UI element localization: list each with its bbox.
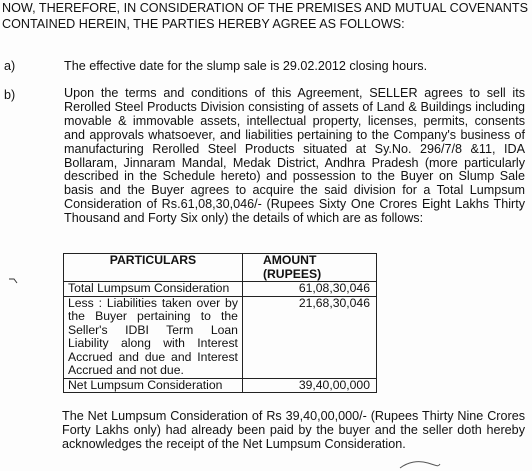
- column-header-particulars: PARTICULARS: [64, 254, 243, 282]
- clause-text: The effective date for the slump sale is 29.02.2012 closing hours.: [64, 59, 428, 73]
- table-header-row: [64, 254, 377, 282]
- clause-text: Upon the terms and conditions of this Agreement, SELLER agrees to sell its Rerolled Steel Products Division consisting of assets of Land & Buildings including movable & immovable assets, intellectual property, licenses, permits, consents and approvals whatsoever, and liabilities pertaining to the Company's business of manufacturing Rerolled Steel Products situated at Sy.No. 296/7/8 &11, IDA Bollaram, Jinnaram Mandal, Medak District, Andhra Pradesh (more particularly described in the Schedule hereto) and possession to the Buyer on Slump Sale basis and the Buyer agrees to acquire the said division for a Total Lumpsum Consideration of Rs.61,08,30,046/- (Rupees Sixty One Crores Eight Lakhs Thirty Thousand and Forty Six only) the details of which are as follows:: [64, 86, 525, 226]
- column-header-amount: AMOUNT (RUPEES): [242, 254, 376, 282]
- consideration-table: [63, 253, 377, 393]
- particulars-cell: Less : Liabilities taken over by the Buyer pertaining to the Seller's IDBI Term Loan Liability along with Interest Accrued and due and Interest Accrued and not due.: [64, 296, 243, 378]
- table-row: [64, 296, 377, 378]
- amount-cell: 21,68,30,046: [242, 296, 376, 378]
- intro-paragraph: NOW, THEREFORE, IN CONSIDERATION OF THE PREMISES AND MUTUAL COVENANTS CONTAINED HEREIN, THE PARTIES HEREBY AGREE AS FOLLOWS:: [2, 1, 528, 31]
- clause-number: b): [4, 88, 16, 102]
- closing-paragraph: The Net Lumpsum Consideration of Rs 39,40,00,000/- (Rupees Thirty Nine Crores Forty Lakhs only) had already been paid by the buyer and the seller doth hereby acknowledges the receipt of the Net Lumpsum Consideration.: [62, 409, 525, 451]
- signature-mark: [398, 458, 442, 470]
- table-row: [64, 282, 377, 297]
- particulars-cell: Net Lumpsum Consideration: [64, 378, 243, 393]
- table-row: [64, 378, 377, 393]
- particulars-cell: Total Lumpsum Consideration: [64, 282, 243, 297]
- margin-mark: [8, 277, 18, 285]
- clause-number: a): [4, 59, 16, 73]
- amount-cell: 61,08,30,046: [242, 282, 376, 297]
- amount-cell: 39,40,00,000: [242, 378, 376, 393]
